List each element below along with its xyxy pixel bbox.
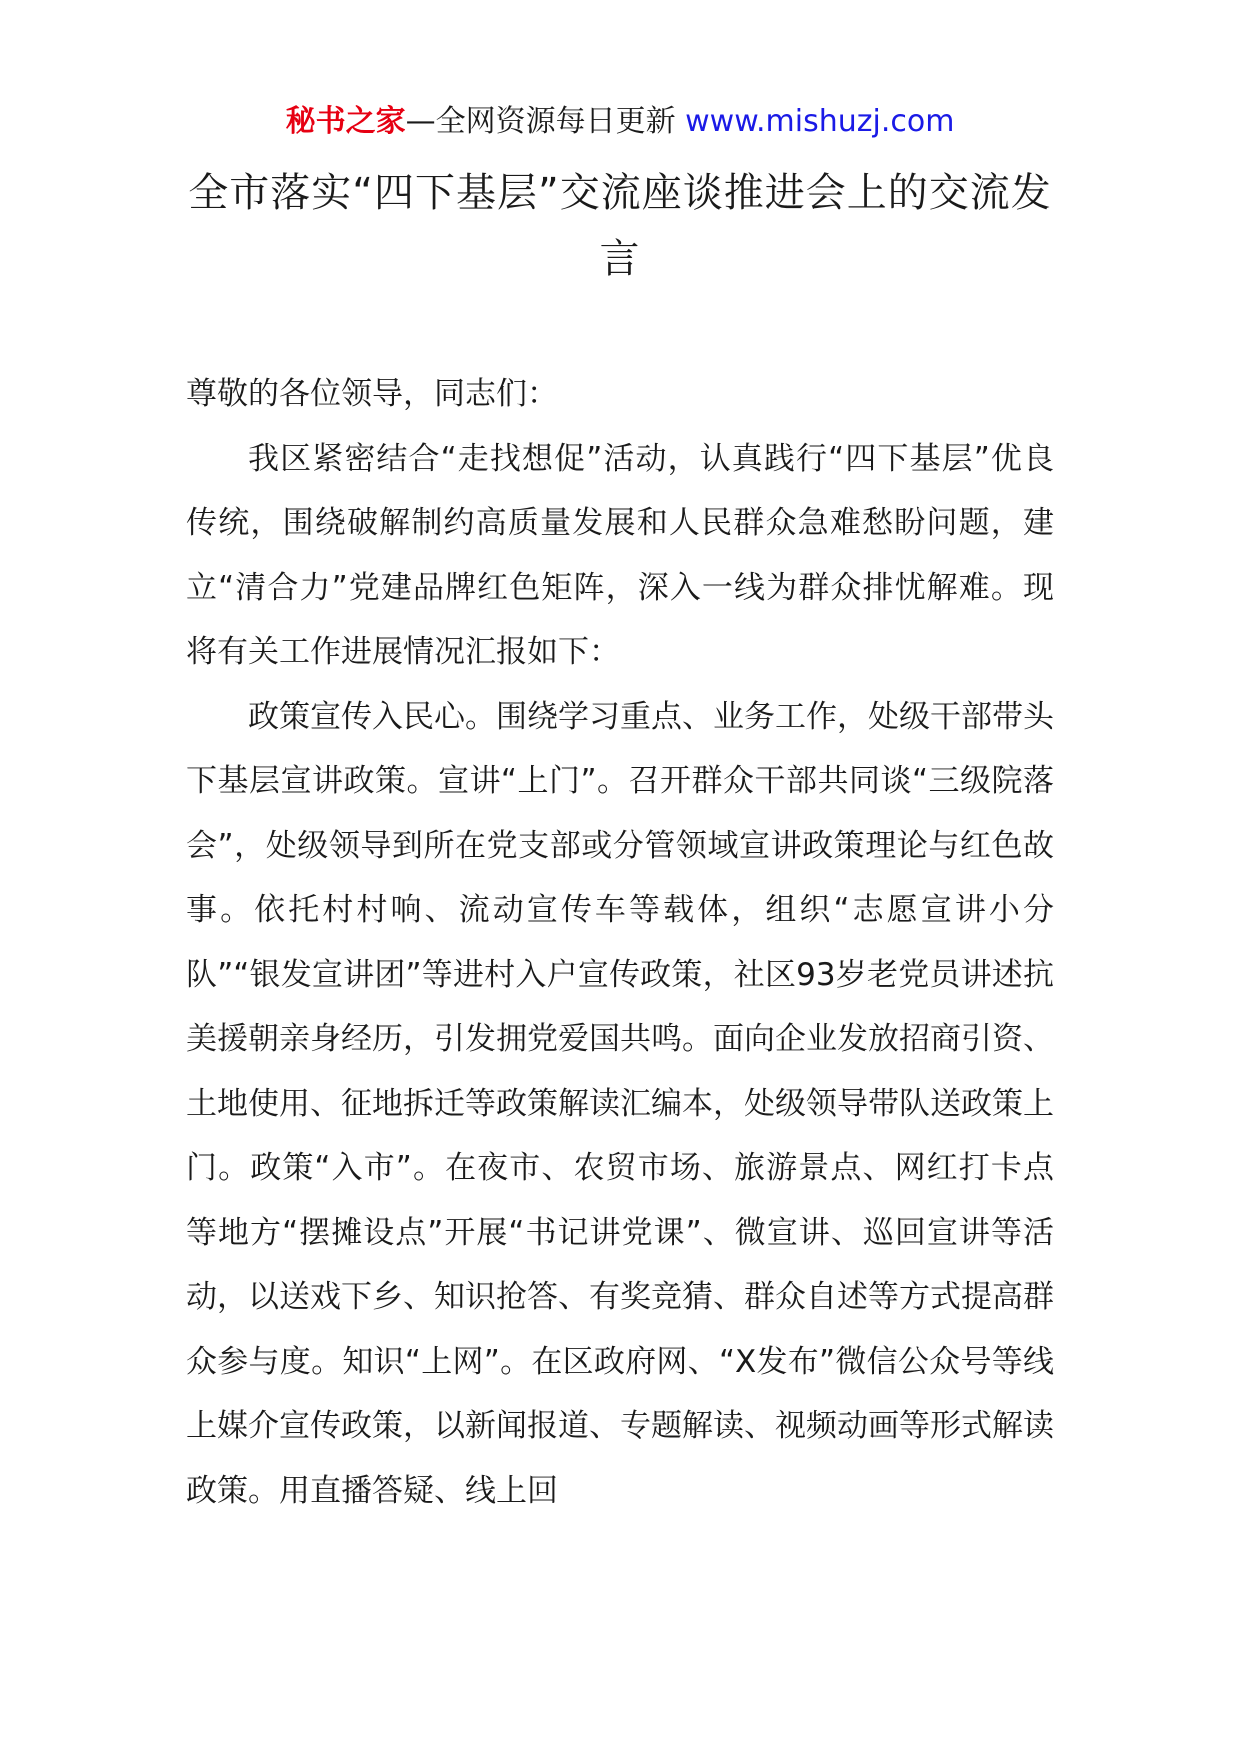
site-url-link[interactable]: www.mishuzj.com bbox=[685, 104, 955, 139]
site-name: 秘书之家 bbox=[285, 104, 406, 139]
document-body bbox=[186, 362, 1054, 1523]
site-tagline: —全网资源每日更新 bbox=[405, 104, 686, 139]
paragraph-policy-publicity: 政策宣传入民心。围绕学习重点、业务工作，处级干部带头下基层宣讲政策。宣讲“上门”。召开群众干部共同谈“三级院落会”，处级领导到所在党支部或分管领域宣讲政策理论与红色故事。依托村村响、流动宣传车等载体，组织“志愿宣讲小分队”“银发宣讲团”等进村入户宣传政策，社区93岁老党员讲述抗美援朝亲身经历，引发拥党爱国共鸣。面向企业发放招商引资、土地使用、征地拆迁等政策解读汇编本，处级领导带队送政策上门。政策“入市”。在夜市、农贸市场、旅游景点、网红打卡点等地方“摆摊设点”开展“书记讲党课”、微宣讲、巡回宣讲等活动，以送戏下乡、知识抢答、有奖竞猜、群众自述等方式提高群众参与度。知识“上网”。在区政府网、“X发布”微信公众号等线上媒介宣传政策，以新闻报道、专题解读、视频动画等形式解读政策。用直播答疑、线上回 bbox=[186, 698, 1054, 1509]
paragraph-intro: 我区紧密结合“走找想促”活动，认真践行“四下基层”优良传统，围绕破解制约高质量发展和人民群众急难愁盼问题，建立“清合力”党建品牌红色矩阵，深入一线为群众排忧解难。现将有关工作进展情况汇报如下： bbox=[186, 440, 1054, 670]
site-header bbox=[0, 100, 1240, 144]
document-title: 全市落实“四下基层”交流座谈推进会上的交流发言 bbox=[188, 170, 1052, 282]
salutation: 尊敬的各位领导，同志们： bbox=[186, 376, 558, 412]
